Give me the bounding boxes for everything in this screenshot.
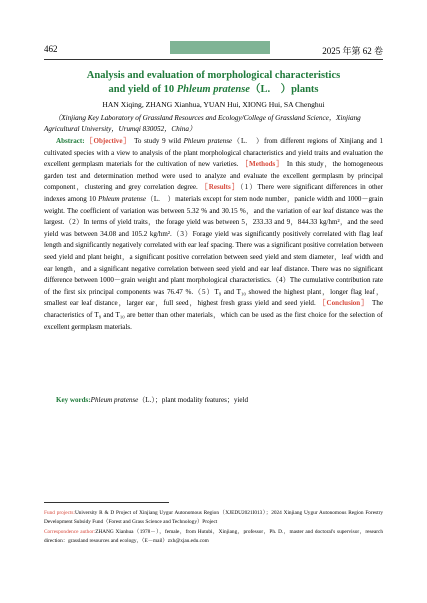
journal-issue: 2025 年第 62 卷: [322, 46, 383, 56]
abstract-label: Abstract:: [56, 137, 85, 145]
correspondence-label: Correspondence author:: [44, 529, 96, 535]
fund-footnote: Fund projects:University R & D Project of Xinjiang Uygur Autonomous Region（XJEDU2021I013）；2024 Xinjiang Uygur Autonomous Region Forestry Development Subsidy Fund（Forest and Grass Science and Technology）Project: [44, 510, 383, 526]
author-list: HAN Xiqing, ZHANG Xianhua, YUAN Hui, XIONG Hui, SA Chenghui: [102, 100, 325, 109]
methods-tag: ［Methods］: [241, 160, 285, 169]
footnote-divider: [44, 502, 169, 503]
correspondence-footnote: Correspondence author:ZHANG Xianhua（1978－），female，from Hutubi，Xinjiang，professor，Ph. D.，master and doctoral's supervisor，research direction：grassland resources and ecology，（E－mail）zxh@xjau.edu.com: [44, 529, 383, 545]
title-species: Phleum pratense: [176, 84, 250, 95]
title-line-2: and yield of 10 Phleum pratense（L. ）plants: [108, 84, 319, 95]
title-line-1: Analysis and evaluation of morphological characteristics: [86, 70, 341, 81]
header-color-bar: [170, 41, 270, 54]
objective-tag: ［Objective］: [84, 137, 132, 145]
page-number: 462: [44, 44, 58, 54]
affiliation: （Xinjiang Key Laboratory of Grassland Resources and Ecology/College of Grassland Science，Xinjiang Agricultural University，Urumqi 830052，China）: [44, 114, 361, 133]
fund-label: Fund projects:: [44, 510, 75, 516]
header-divider: [44, 59, 383, 60]
keywords: Key words:Phleum pratense（L.）；plant modality features；yield: [56, 396, 249, 404]
keywords-label: Key words:: [56, 396, 91, 404]
results-tag: ［Results］: [200, 183, 241, 192]
conclusion-tag: ［Conclusion］: [318, 299, 370, 308]
abstract: Abstract:［Objective］ To study 9 wild Phleum pratense（L. ）from different regions of Xinjiang and 1 cultivated species with a view to analysis of the plant morphological characteristics and yield traits and evaluation the excellent germplasm materials for the cultivation of new varieties. ［Methods］ In this study，the homogeneous garden test and determination method were used to analyze and evaluate the excellent germplasm by principal component，clustering and grey correlation degree. ［Results］（1）There were significant differences in other indexes among 10 Phleum pratense（L. ）materials except for stem node number，panicle width and 1000－grain weight. The coefficient of variation was between 5.32 % and 30.15 %，and the variation of ear leaf distance was the largest.（2）In terms of yield traits，the forage yield was between 5，233.33 and 9，844.33 kg/hm²，and the seed yield was between 34.08 and 105.2 kg/hm².（3）Forage yield was significantly positively correlated with flag leaf length and significantly negatively correlated with ear leaf spacing. There was a significant positive correlation between seed yield and plant height，a significant positive correlation between seed yield and stem diameter，leaf width and ear length，and a significant negative correlation between seed yield and ear leaf distance. There was no significant difference between 1000－grain weight and plant morphological characteristics.（4）The cumulative contribution rate of the first six principal components was 76.47 %.（5）T₉ and T₁₀ showed the highest plant，longer flag leaf，smallest ear leaf distance，larger ear，full seed，highest fresh grass yield and seed yield. ［Conclusion］ The characteristics of T₉ and T₁₀ are better than other materials，which can be used as the first choice for the selection of excellent germplasm materials.: [44, 137, 384, 331]
article-title: [44, 69, 383, 97]
